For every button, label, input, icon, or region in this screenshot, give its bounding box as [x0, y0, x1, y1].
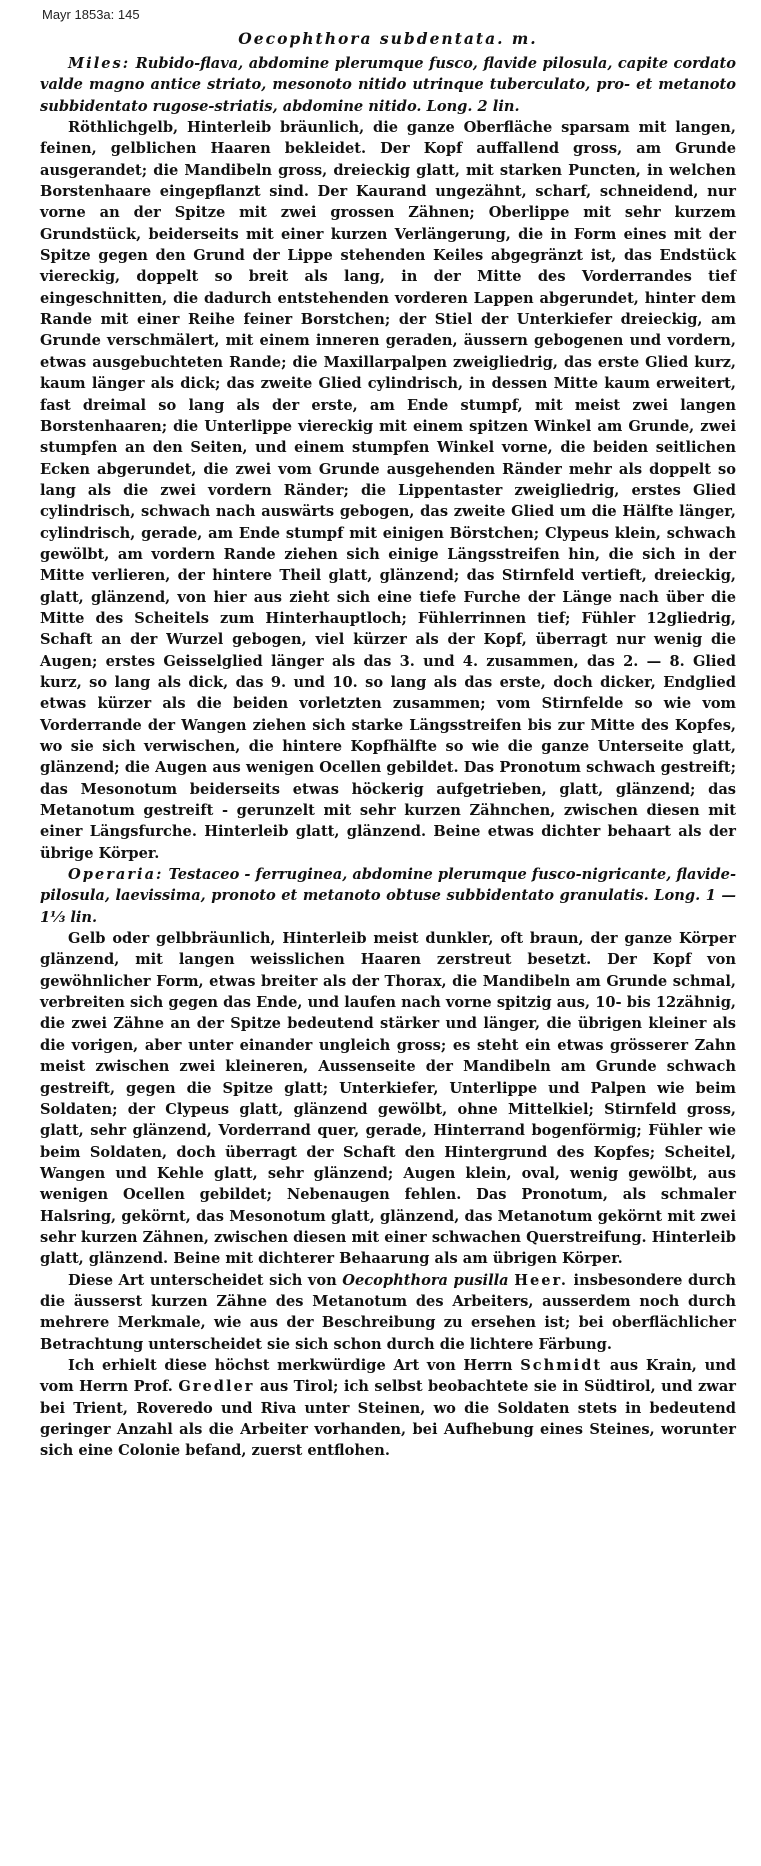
comparison-author: Heer. [514, 1271, 568, 1289]
comparison-paragraph [40, 1270, 736, 1355]
miles-label: Miles: [68, 55, 131, 72]
miles-latin-text: Rubido-flava, abdomine plerumque fusco, flavide pilosula, capite cordato valde magno antice striato, mesonoto nitido utrinque tuberculato, pro- et metanoto subbidentato rugose-striatis, abdomine nitido. Long. 2 lin. [40, 55, 736, 115]
collector-name-schmidt: Schmidt [520, 1356, 603, 1374]
comparison-after: insbesondere durch die äusserst kurzen Zähne des Metanotum des Arbeiters, ausserdem noch durch mehrere Merkmale, wie aus der Beschreibung zu ersehen ist; bei oberflächlicher Betrachtung unterscheidet sie sich schon durch die lichtere Färbung. [40, 1271, 736, 1353]
collector-name-gredler: Gredler [178, 1378, 255, 1396]
miles-description: Röthlichgelb, Hinterleib bräunlich, die ganze Oberfläche sparsam mit langen, feinen, gelblichen Haaren bekleidet. Der Kopf auffallend gross, am Grunde ausgerandet; die Mandibeln gross, dreieckig glatt, mit starken Puncten, in welchen Borstenhaare eingepflanzt sind. Der Kaurand ungezähnt, scharf, schneidend, nur vorne an der Spitze mit zwei grossen Zähnen; Oberlippe mit sehr kurzem Grundstück, beiderseits mit einer kurzen Verlängerung, die in Form eines mit der Spitze gegen den Grund der Lippe stehenden Keiles abgegränzt ist, das Endstück viereckig, doppelt so breit als lang, in der Mitte des Vorderrandes tief eingeschnitten, die dadurch entstehenden vorderen Lappen abgerundet, hinter dem Rande mit einer Reihe feiner Borstchen; der Stiel der Unterkiefer dreieckig, am Grunde verschmälert, mit einem inneren geraden, äussern gebogenen und vordern, etwas ausgebuchteten Rande; die Maxillarpalpen zweigliedrig, das erste Glied kurz, kaum länger als dick; das zweite Glied cylindrisch, in dessen Mitte kaum erweitert, fast dreimal so lang als der erste, am Ende stumpf, mit meist zwei langen Borstenhaaren; die Unterlippe viereckig mit einem spitzen Winkel am Grunde, zwei stumpfen an den Seiten, und einem stumpfen Winkel vorne, die beiden seitlichen Ecken abgerundet, die zwei vom Grunde ausgehenden Ränder mehr als doppelt so lang als die zwei vordern Ränder; die Lippentaster zweigliedrig, erstes Glied cylindrisch, schwach nach auswärts gebogen, das zweite Glied um die Hälfte länger, cylindrisch, gerade, am Ende stumpf mit einigen Börstchen; Clypeus klein, schwach gewölbt, am vordern Rande ziehen sich einige Längsstreifen hin, die sich in der Mitte verlieren, der hintere Theil glatt, glänzend; das Stirnfeld vertieft, dreieckig, glatt, glänzend, von hier aus zieht sich eine tiefe Furche der Länge nach über die Mitte des Scheitels zum Hinterhauptloch; Fühlerrinnen tief; Fühler 12gliedrig, Schaft an der Wurzel gebogen, viel kürzer als der Kopf, überragt nur wenig die Augen; erstes Geisselglied länger als das 3. und 4. zusammen, das 2. — 8. Glied kurz, so lang als dick, das 9. und 10. so lang als das erste, doch dicker, Endglied etwas kürzer als die beiden vorletzten zusammen; vom Stirnfelde so wie vom Vorderrande der Wangen ziehen sich starke Längsstreifen bis zur Mitte des Kopfes, wo sie sich verwischen, die hintere Kopfhälfte so wie die ganze Unterseite glatt, glänzend; die Augen aus wenigen Ocellen gebildet. Das Pronotum schwach gestreift; das Mesonotum beiderseits etwas höckerig aufgetrieben, glatt, glänzend; das Metanotum gestreift - gerunzelt mit sehr kurzen Zähnchen, zwischen diesen mit einer Längsfurche. Hinterleib glatt, glänzend. Beine etwas dichter behaart als der übrige Körper. [40, 119, 736, 862]
source-label: Mayr 1853a: 145 [42, 7, 140, 22]
operaria-description: Gelb oder gelbbräunlich, Hinterleib meist dunkler, oft braun, der ganze Körper glänzend, mit langen weisslichen Haaren zerstreut besetzt. Der Kopf von gewöhnlicher Form, etwas breiter als der Thorax, die Mandibeln am Grunde schmal, verbreiten sich gegen das Ende, und laufen nach vorne spitzig aus, 10- bis 12zähnig, die zwei Zähne an der Spitze bedeutend stärker und länger, die übrigen kleiner als die vorigen, aber unter einander ungleich gross; es steht ein etwas grösserer Zahn meist zwischen zwei kleineren, Aussenseite der Mandibeln am Grunde schwach gestreift, gegen die Spitze glatt; Unterkiefer, Unterlippe und Palpen wie beim Soldaten; der Clypeus glatt, glänzend gewölbt, ohne Mittelkiel; Stirnfeld gross, glatt, sehr glänzend, Vorderrand quer, gerade, Hinterrand bogenförmig; Fühler wie beim Soldaten, doch überragt der Schaft den Hintergrund des Kopfes; Scheitel, Wangen und Kehle glatt, sehr glänzend; Augen klein, oval, wenig gewölbt, aus wenigen Ocellen gebildet; Nebenaugen fehlen. Das Pronotum, als schmaler Halsring, gekörnt, das Mesonotum glatt, glänzend, das Metanotum gekörnt mit zwei sehr kurzen Zähnen, zwischen diesen mit einer schwachen Querstreifung. Hinterleib glatt, glänzend. Beine mit dichterer Behaarung als am übrigen Körper. [40, 930, 736, 1268]
collection-part3: aus Tirol; ich selbst beobachtete sie in Südtirol, und zwar bei Trient, Roveredo und Riva unter Steinen, wo die Soldaten stets in bedeutend geringer Anzahl als die Arbeiter vorhanden, bei Aufhebung eines Steines, worunter sich eine Colonie befand, zuerst entflohen. [40, 1378, 736, 1460]
operaria-latin-text: Testaceo - ferruginea, abdomine plerumque fusco-nigricante, flavide-pilosula, laevissima, pronoto et metanoto obtuse subbidentato granulatis. Long. 1 — 1⅓ lin. [40, 866, 737, 926]
collection-part2: aus Krain, und vom Herrn Prof. [40, 1356, 737, 1396]
comparison-before: Diese Art unterscheidet sich von [68, 1271, 343, 1289]
species-title: Oecophthora subdentata. m. [238, 29, 538, 48]
miles-diagnosis [40, 53, 736, 117]
comparison-species: Oecophthora pusilla [342, 1271, 509, 1289]
page-body [40, 28, 736, 1462]
operaria-label: Operaria: [68, 866, 164, 884]
collection-part1: Ich erhielt diese höchst merkwürdige Art von Herrn [68, 1356, 521, 1374]
collection-paragraph [40, 1355, 736, 1462]
operaria-diagnosis [40, 864, 736, 928]
